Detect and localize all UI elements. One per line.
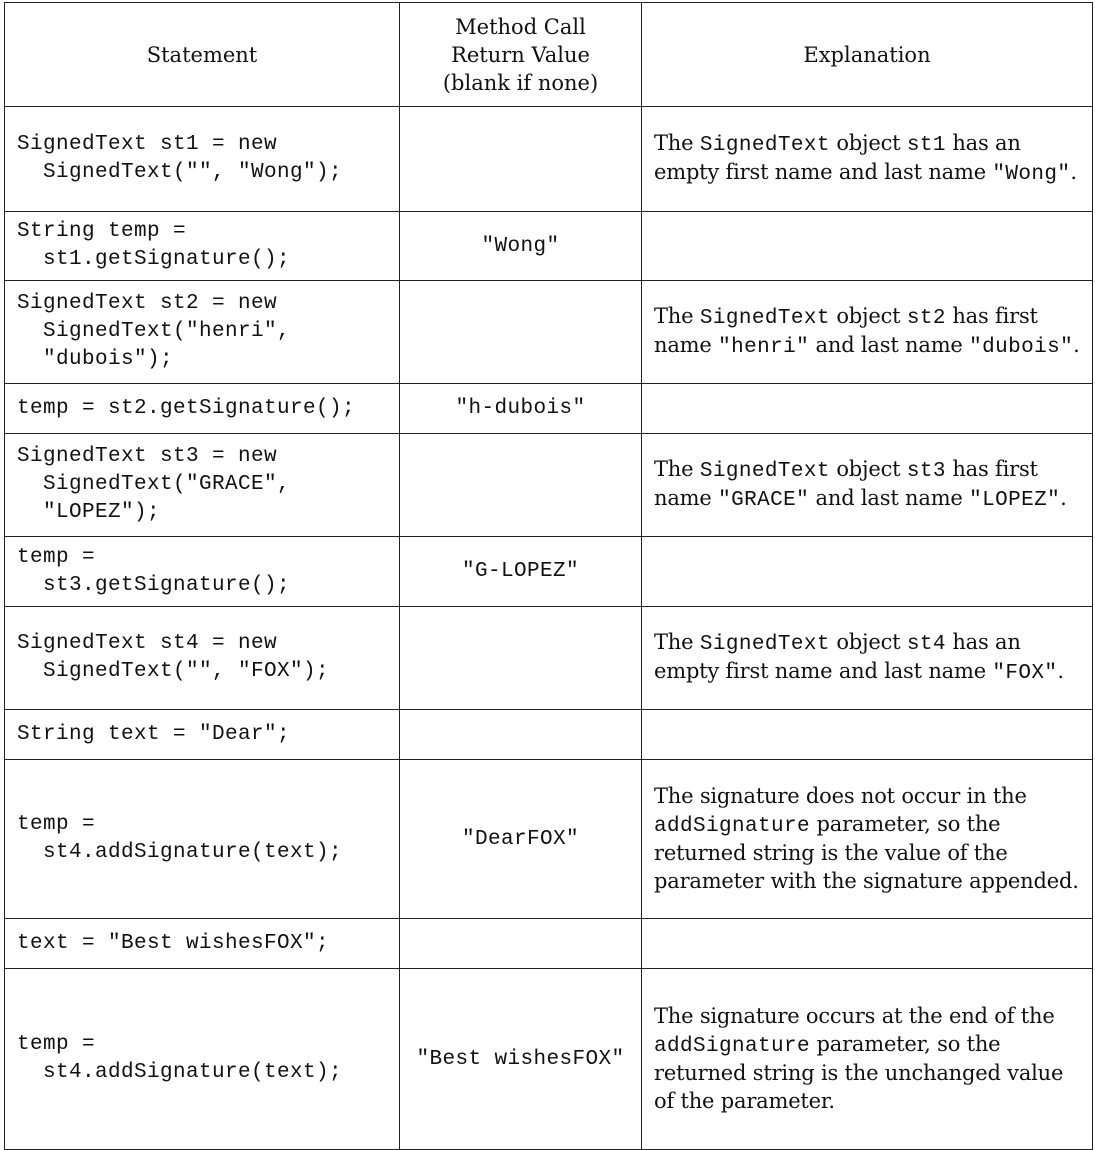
explanation-cell <box>642 107 1093 212</box>
explanation-cell <box>642 537 1093 607</box>
table-row <box>5 281 1093 384</box>
table-row <box>5 607 1093 710</box>
statement-cell: SignedText st4 = new SignedText("", "FOX"); <box>5 607 400 710</box>
header-return-value <box>400 3 642 107</box>
statement-cell: temp = st2.getSignature(); <box>5 384 400 434</box>
code-token: addSignature <box>654 814 811 838</box>
code-token: "GRACE" <box>718 489 810 512</box>
statement-cell: SignedText st1 = new SignedText("", "Wong"); <box>5 107 400 212</box>
explanation-cell <box>642 281 1093 384</box>
code-token: "henri" <box>718 336 810 359</box>
header-return-line-1: Method Call <box>455 14 586 39</box>
explanation-text: . <box>1057 659 1064 683</box>
explanation-text: object <box>829 456 907 481</box>
code-token: st3 <box>906 459 946 483</box>
statement-cell: SignedText st2 = new SignedText("henri", "dubois"); <box>5 281 400 384</box>
explanation-text: parameter, so the returned string is the value of the parameter with the signature appended. <box>654 811 1079 893</box>
code-token: SignedText <box>699 459 830 483</box>
return-value-cell <box>400 607 642 710</box>
code-token: "LOPEZ" <box>969 489 1061 512</box>
return-value-cell <box>400 434 642 537</box>
code-token: "dubois" <box>969 336 1074 359</box>
explanation-text: has an empty first name and last name <box>654 629 1021 683</box>
table-row <box>5 384 1093 434</box>
explanation-text: The signature does not occur in the <box>654 784 1027 808</box>
signed-text-trace-table <box>4 2 1093 1150</box>
return-value-cell: "Best wishesFOX" <box>400 969 642 1150</box>
statement-cell: temp = st4.addSignature(text); <box>5 760 400 919</box>
table-row <box>5 537 1093 607</box>
return-value-cell <box>400 919 642 969</box>
code-token: addSignature <box>654 1034 811 1058</box>
code-token: "FOX" <box>992 662 1058 685</box>
explanation-text: The <box>654 456 700 481</box>
explanation-text: has an empty first name and last name <box>654 130 1021 184</box>
header-return-line-2: Return Value <box>451 42 590 67</box>
explanation-text: The <box>654 130 700 155</box>
table-row <box>5 212 1093 281</box>
return-value-cell: "h-dubois" <box>400 384 642 434</box>
code-token: st1 <box>906 133 946 157</box>
explanation-text: has first name <box>654 456 1038 510</box>
explanation-text: object <box>829 303 907 328</box>
table-row <box>5 919 1093 969</box>
code-token: st4 <box>906 632 946 656</box>
return-value-cell: "G-LOPEZ" <box>400 537 642 607</box>
explanation-text: parameter, so the returned string is the unchanged value of the parameter. <box>654 1031 1064 1113</box>
explanation-text: object <box>829 629 907 654</box>
explanation-text: . <box>1070 160 1077 184</box>
table-row <box>5 710 1093 760</box>
explanation-text: . <box>1060 486 1067 510</box>
header-row <box>5 3 1093 107</box>
explanation-cell <box>642 384 1093 434</box>
return-value-cell <box>400 710 642 760</box>
explanation-text: has first name <box>654 303 1038 357</box>
statement-cell: String temp = st1.getSignature(); <box>5 212 400 281</box>
header-return-line-3: (blank if none) <box>442 70 599 95</box>
table-row <box>5 760 1093 919</box>
explanation-text: The <box>654 303 700 328</box>
code-token: SignedText <box>699 632 830 656</box>
table-row <box>5 434 1093 537</box>
table-row <box>5 107 1093 212</box>
explanation-text: The signature occurs at the end of the <box>654 1004 1055 1028</box>
code-token: "Wong" <box>992 163 1071 186</box>
code-token: SignedText <box>699 133 830 157</box>
explanation-cell <box>642 919 1093 969</box>
header-statement-label: Statement <box>146 42 258 67</box>
return-value-cell <box>400 107 642 212</box>
explanation-cell <box>642 212 1093 281</box>
explanation-text: and last name <box>809 486 970 510</box>
statement-cell: temp = st4.addSignature(text); <box>5 969 400 1150</box>
explanation-text: The <box>654 629 700 654</box>
explanation-text: object <box>829 130 907 155</box>
header-explanation-label: Explanation <box>803 42 931 67</box>
statement-cell: SignedText st3 = new SignedText("GRACE", "LOPEZ"); <box>5 434 400 537</box>
explanation-cell <box>642 607 1093 710</box>
return-value-cell: "DearFOX" <box>400 760 642 919</box>
header-statement <box>5 3 400 107</box>
table-row <box>5 969 1093 1150</box>
statement-cell: text = "Best wishesFOX"; <box>5 919 400 969</box>
header-explanation <box>642 3 1093 107</box>
code-token: st2 <box>906 306 946 330</box>
explanation-cell <box>642 760 1093 919</box>
return-value-cell: "Wong" <box>400 212 642 281</box>
explanation-cell <box>642 434 1093 537</box>
explanation-cell <box>642 969 1093 1150</box>
statement-cell: temp = st3.getSignature(); <box>5 537 400 607</box>
code-token: SignedText <box>699 306 830 330</box>
explanation-cell <box>642 710 1093 760</box>
explanation-text: . <box>1073 333 1080 357</box>
statement-cell: String text = "Dear"; <box>5 710 400 760</box>
return-value-cell <box>400 281 642 384</box>
explanation-text: and last name <box>809 333 970 357</box>
